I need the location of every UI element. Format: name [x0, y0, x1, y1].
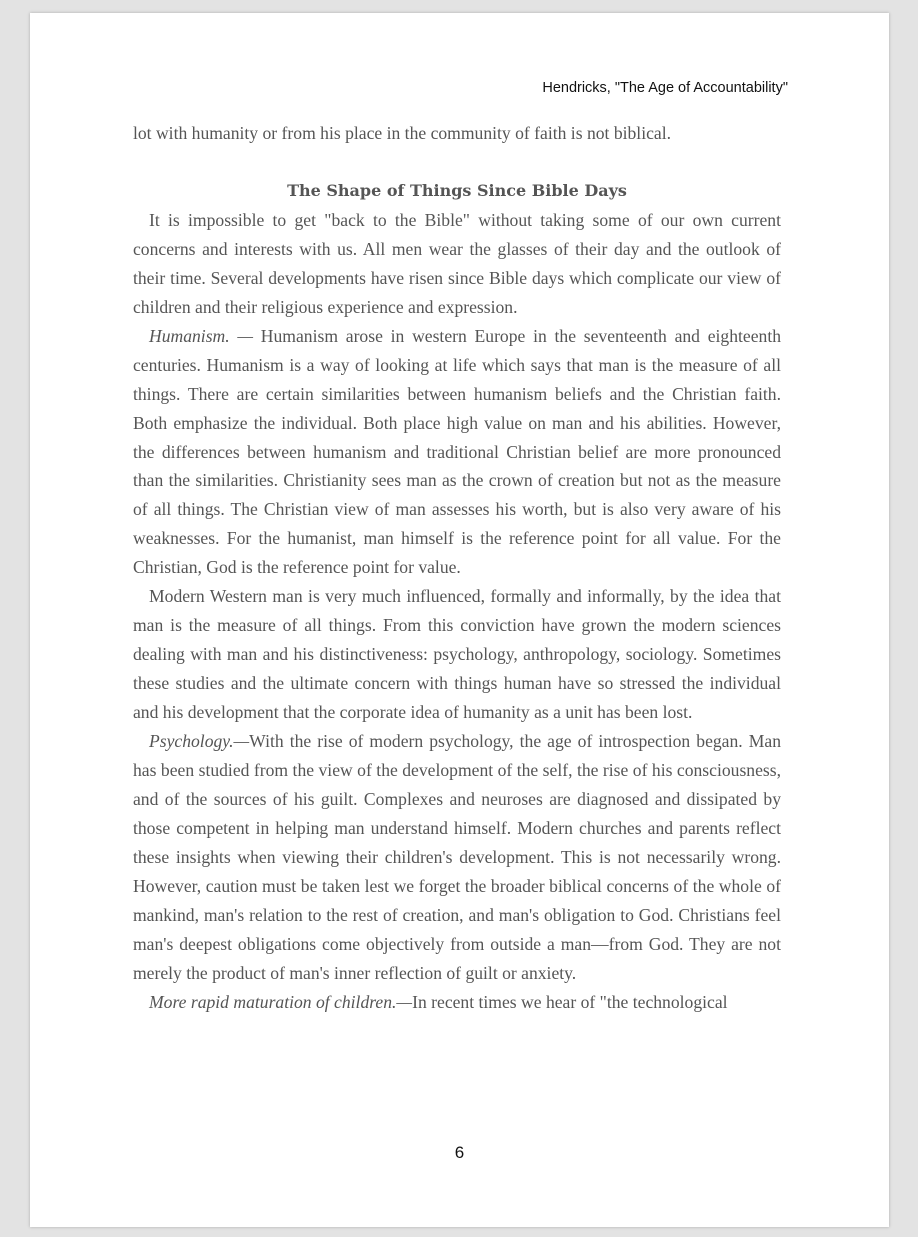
paragraph-text: Humanism arose in western Europe in the seventeenth and eighteenth centuries. Humanism is a way of looking at life which says that man is the measure of all things. There are certain similarities between humanism beliefs and the Christian faith. Both emphasize the individual. Both place high value on man and his abilities. However, the differences between humanism and traditional Christian belief are more pronounced than the similarities. Christianity sees man as the crown of creation but not as the measure of all things. The Christian view of man assesses his worth, but is also very aware of his weaknesses. For the humanist, man himself is the reference point for all value. For the Christian, God is the reference point for value. — [133, 325, 781, 578]
page-number: 6 — [454, 1143, 465, 1162]
run-in-heading: Humanism. — — [149, 325, 254, 346]
paragraph-text: With the rise of modern psychology, the age of introspection began. Man has been studied from the view of the development of the self, the rise of his consciousness, and of the sources of his guilt. Complexes and neuroses are diagnosed and dissipated by those competent in helping man understand himself. Modern churches and parents reflect these insights when viewing their children's development. This is not necessarily wrong. However, caution must be taken lest we forget the broader biblical concerns of the whole of mankind, man's relation to the rest of creation, and man's obligation to God. Christians feel man's deepest obligations come objectively from outside a man—from God. They are not merely the product of man's inner reflection of guilt or anxiety. — [133, 731, 781, 983]
paragraph-text: Modern Western man is very much influenced, formally and informally, by the idea that man is the measure of all things. From this conviction have grown the modern sciences dealing with man and his distinctiveness: psychology, anthropology, sociology. Sometimes these studies and the ultimate concern with things human have so stressed the individual and his development that the corporate idea of humanity as a unit has been lost. — [133, 586, 781, 723]
paragraph-maturation — [133, 988, 781, 1017]
running-header: Hendricks, "The Age of Accountability" — [542, 80, 788, 96]
paragraph-humanism — [133, 322, 781, 583]
continuation-line: lot with humanity or from his place in the community of faith is not biblical. — [133, 123, 671, 143]
section-heading: The Shape of Things Since Bible Days — [287, 180, 627, 200]
paragraph-modern-western-man — [133, 582, 781, 727]
paragraph-psychology — [133, 727, 781, 988]
run-in-heading: Psychology.— — [149, 731, 250, 752]
run-in-heading: More rapid maturation of children.— — [149, 991, 413, 1012]
paragraph-text: In recent times we hear of "the technological — [412, 991, 728, 1012]
paragraph-intro — [133, 206, 781, 322]
document-page — [30, 13, 889, 1227]
paragraph-text: It is impossible to get "back to the Bible" without taking some of our own current concerns and interests with us. All men wear the glasses of their day and the outlook of their time. Several developments have risen since Bible days which complicate our view of children and their religious experience and expression. — [133, 209, 781, 317]
body-text — [133, 119, 781, 1017]
